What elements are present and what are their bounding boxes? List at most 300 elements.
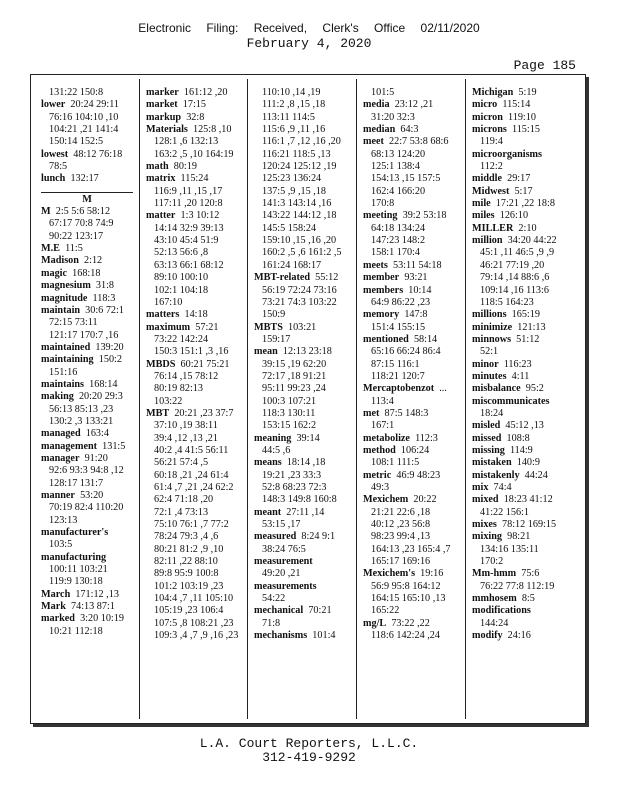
entry-word: miles [472, 210, 495, 222]
entry-refs-continued: 52:1 [480, 346, 499, 358]
entry-word: market [146, 99, 178, 111]
entry-refs: 17:15 [182, 99, 206, 111]
entry-refs-continued: 118:6 142:24 ,24 [371, 630, 440, 642]
index-entry [472, 630, 580, 642]
index-entry [472, 186, 580, 198]
entry-refs: 20:24 29:11 [70, 99, 120, 111]
entry-refs: 46:9 48:23 [396, 469, 441, 481]
index-column-5 [467, 75, 580, 723]
entry-refs: 171:12 ,13 [75, 588, 119, 600]
entry-word: modify [472, 630, 503, 642]
document-date: February 4, 2020 [246, 36, 372, 51]
entry-refs-continued: 161:24 168:17 [262, 259, 322, 271]
index-entry [254, 581, 356, 593]
entry-refs-continued: 165:22 [371, 605, 400, 617]
entry-refs-continued: 163:2 ,5 ,10 164:19 [154, 148, 234, 160]
entry-word: MBTS [254, 321, 283, 333]
index-entry [363, 334, 465, 346]
entry-word: misled [472, 420, 501, 432]
entry-refs-continued: 101:2 103:19 ,23 [154, 580, 224, 592]
entry-refs-continued: 164:13 ,23 165:4 ,7 [371, 543, 451, 555]
entry-refs: 132:17 [70, 173, 99, 185]
index-entry [472, 396, 580, 408]
index-entry [363, 408, 465, 420]
entry-refs-continued: 115:6 ,9 ,11 ,16 [262, 124, 326, 136]
entry-refs-continued: 76:22 77:8 112:19 [480, 580, 555, 592]
entry-refs: 91:20 [84, 452, 108, 464]
index-entry [41, 206, 139, 218]
entry-refs: 34:20 44:22 [507, 235, 557, 247]
entry-refs-continued: 113:11 114:5 [262, 111, 315, 123]
entry-refs: 121:13 [517, 321, 546, 333]
entry-refs-continued: 125:1 138:4 [371, 161, 420, 173]
entry-refs-continued: 170:8 [371, 198, 395, 210]
index-entry [363, 445, 465, 457]
index-entry [41, 552, 139, 564]
entry-refs: 108:8 [506, 432, 530, 444]
entry-refs: 165:19 [511, 309, 540, 321]
entry-refs: 12:13 23:18 [282, 346, 332, 358]
index-entry [146, 309, 247, 321]
entry-word: lunch [41, 173, 66, 185]
entry-refs-continued: 76:14 ,15 78:12 [154, 370, 219, 382]
entry-refs: 126:10 [499, 210, 529, 222]
entry-refs-continued: 150:9 [262, 309, 286, 321]
entry-refs-continued: 56:21 57:4 ,5 [154, 457, 209, 469]
entry-word: met [363, 407, 380, 419]
index-entry [41, 255, 139, 267]
entry-refs-continued: 116:21 118:5 ,13 [262, 148, 331, 160]
entry-refs: 51:12 [516, 333, 540, 345]
index-column-2 [141, 75, 247, 723]
entry-refs: 139:20 [95, 341, 124, 353]
page-number: Page 185 [513, 58, 576, 73]
entry-refs-continued: 123:13 [49, 514, 78, 526]
entry-refs-continued: 10:21 112:18 [49, 625, 103, 637]
index-entry [472, 210, 580, 222]
index-entry [472, 124, 580, 136]
entry-refs: 93:21 [404, 272, 428, 284]
entry-word: markup [146, 111, 182, 123]
index-entry [41, 527, 139, 539]
index-entry [472, 420, 580, 432]
entry-refs-continued: 160:2 ,5 ,6 161:2 ,5 [262, 247, 342, 259]
entry-refs: 106:24 [400, 444, 430, 456]
entry-refs: 118:3 [92, 292, 116, 304]
index-entry [254, 433, 356, 445]
entry-refs: 5:19 [518, 87, 537, 98]
entry-word: measured [254, 531, 297, 543]
filing-stamp [0, 21, 618, 35]
index-entry [146, 124, 247, 136]
entry-word: Mexichem [363, 494, 409, 506]
entry-refs-continued: 40:2 ,4 41:5 56:11 [154, 444, 229, 456]
entry-refs: 140:9 [516, 457, 540, 469]
entry-refs: 163:4 [85, 428, 109, 440]
entry-refs-continued: 79:14 ,14 88:6 ,6 [480, 272, 550, 284]
entry-refs-continued: 37:10 ,19 38:11 [154, 420, 218, 432]
index-entry [472, 223, 580, 235]
entry-refs-continued: 92:6 93:3 94:8 ,12 [49, 465, 124, 477]
entry-refs-continued: 165:17 169:16 [371, 556, 431, 568]
entry-refs-continued: 54:22 [262, 593, 286, 605]
entry-word: minnows [472, 333, 512, 345]
index-entry [363, 494, 465, 506]
index-entry [363, 210, 465, 222]
entry-refs: 95:2 [525, 383, 544, 395]
entry-refs-continued: 164:15 165:10 ,13 [371, 593, 446, 605]
entry-word: missed [472, 432, 502, 444]
entry-refs-continued: 118:5 164:23 [480, 296, 534, 308]
entry-refs: 80:19 [173, 161, 197, 173]
entry-word: millions [472, 309, 507, 321]
entry-refs-continued: 78:5 [49, 161, 68, 173]
court-reporter-name: L.A. Court Reporters, L.L.C. [199, 736, 419, 751]
entry-refs: 18:14 ,18 [286, 457, 326, 469]
index-entry [472, 235, 580, 247]
entry-word: median [363, 124, 396, 136]
entry-refs-continued: 105:19 ,23 106:4 [154, 605, 224, 617]
index-entry [254, 630, 356, 642]
entry-word: mg/L [363, 617, 387, 629]
entry-refs-continued: 39:15 ,19 62:20 [262, 358, 327, 370]
index-column-1 [36, 75, 139, 723]
index-entry [41, 428, 139, 440]
entry-refs: 29:17 [507, 173, 531, 185]
filing-stamp-word: Electronic [138, 21, 191, 35]
index-entry [472, 605, 580, 617]
entry-word: manager [41, 452, 80, 464]
entry-refs: 78:12 169:15 [502, 519, 557, 531]
entry-refs-continued: 67:17 70:8 74:9 [49, 218, 114, 230]
entry-word: minor [472, 358, 499, 370]
entry-refs-continued: 159:10 ,15 ,16 ,20 [262, 235, 337, 247]
entry-refs-continued: 78:24 79:3 ,4 ,6 [154, 531, 219, 543]
entry-word: magnitude [41, 292, 88, 304]
index-entry [146, 210, 247, 222]
entry-word: mechanical [254, 605, 304, 617]
entry-refs-continued: 151:4 155:15 [371, 321, 426, 333]
entry-refs: 23:12 ,21 [394, 99, 434, 111]
entry-refs-continued: 89:8 95:9 100:8 [154, 568, 219, 580]
entry-refs-continued: 39:4 ,12 ,13 ,21 [154, 432, 218, 444]
index-entry [41, 441, 139, 453]
entry-word: March [41, 588, 71, 600]
entry-refs-continued: 110:10 ,14 ,19 [262, 87, 321, 98]
entry-word: meant [254, 506, 282, 518]
entry-word: mistaken [472, 457, 512, 469]
index-entry [146, 87, 247, 99]
index-entry [41, 243, 139, 255]
entry-refs: 168:18 [72, 267, 101, 279]
entry-refs-continued: 137:5 ,9 ,15 ,18 [262, 185, 326, 197]
filing-stamp-word: Office [374, 21, 406, 35]
entry-word: miscommunicates [472, 395, 550, 407]
index-entry [472, 519, 580, 531]
entry-refs: 2:5 5:6 58:12 [55, 206, 111, 218]
entry-refs-continued: 19:21 ,23 33:3 [262, 469, 322, 481]
entry-refs-continued: 52:13 56:6 ,8 [154, 247, 209, 259]
entry-word: metric [363, 469, 392, 481]
entry-refs-continued: 98:23 99:4 ,13 [371, 531, 431, 543]
entry-word: marked [41, 613, 75, 625]
entry-refs-continued: 64:18 134:24 [371, 222, 426, 234]
entry-word: mean [254, 346, 278, 358]
entry-refs-continued: 101:5 [371, 87, 395, 98]
entry-refs-continued: 73:22 142:24 [154, 333, 209, 345]
entry-refs: 27:11 ,14 [286, 506, 325, 518]
entry-word: mix [472, 482, 489, 493]
entry-refs-continued: 56:9 95:8 164:12 [371, 580, 441, 592]
entry-refs-continued: 82:11 ,22 88:10 [154, 556, 218, 568]
entry-word: maintains [41, 378, 85, 390]
index-entry [472, 383, 580, 395]
index-column-3 [249, 75, 356, 723]
entry-word: management [41, 440, 98, 452]
index-entry [146, 99, 247, 111]
entry-word: matrix [146, 173, 176, 185]
entry-refs-continued: 170:2 [480, 556, 504, 568]
entry-refs-continued: 75:10 76:1 ,7 77:2 [154, 519, 229, 531]
entry-refs: 11:5 [65, 243, 83, 255]
index-entry [41, 589, 139, 601]
entry-refs-continued: 44:5 ,6 [262, 444, 291, 456]
entry-refs-continued: 18:24 [480, 407, 504, 419]
entry-refs: 20:22 [413, 494, 437, 506]
entry-refs-continued: 62:4 71:18 ,20 [154, 494, 214, 506]
entry-refs-continued: 46:21 77:19 ,20 [480, 259, 545, 271]
entry-word: making [41, 391, 74, 403]
entry-word: maximum [146, 321, 191, 333]
entry-word: manner [41, 490, 75, 501]
entry-refs-continued: 102:1 104:18 [154, 284, 209, 296]
entry-word: microns [472, 124, 507, 136]
entry-word: Mexichem's [363, 568, 416, 580]
index-entry [472, 482, 580, 494]
entry-word: Madison [41, 255, 79, 267]
entry-word: meet [363, 136, 384, 148]
entry-word: Mm-hmm [472, 568, 517, 580]
entry-word: Midwest [472, 185, 510, 197]
entry-refs-continued: 64:9 86:22 ,23 [371, 296, 431, 308]
entry-word: managed [41, 428, 81, 440]
entry-word: minutes [472, 370, 507, 382]
entry-word: mechanisms [254, 630, 308, 642]
entry-refs-continued: 31:20 32:3 [371, 111, 415, 123]
entry-refs-continued: 49:20 ,21 [262, 568, 301, 580]
entry-refs-continued: 63:13 66:1 68:12 [154, 259, 224, 271]
index-entry [472, 593, 580, 605]
index-entry [41, 601, 139, 613]
index-entry [472, 531, 580, 543]
entry-word: maintained [41, 341, 91, 353]
entry-refs-continued: 144:24 [480, 617, 509, 629]
entry-refs: 150:2 [98, 354, 122, 366]
index-entry [146, 112, 247, 124]
entry-refs-continued: 53:15 ,17 [262, 519, 301, 531]
index-entry [472, 494, 580, 506]
entry-refs: 14:18 [184, 309, 208, 321]
entry-refs: 147:8 [404, 309, 428, 321]
index-entry [41, 453, 139, 465]
entry-refs-continued: 72:17 ,18 91:21 [262, 370, 327, 382]
index-entry [41, 613, 139, 625]
entry-word: missing [472, 444, 505, 456]
entry-word: microorganisms [472, 148, 542, 160]
entry-refs-continued: 125:23 136:24 [262, 173, 322, 185]
entry-refs-continued: 121:17 170:7 ,16 [49, 329, 119, 341]
entry-word: maintaining [41, 354, 94, 366]
entry-refs-continued: 167:10 [154, 296, 183, 308]
entry-refs-continued: 70:19 82:4 110:20 [49, 502, 124, 514]
entry-refs-continued: 130:2 ,3 133:21 [49, 415, 114, 427]
entry-refs: 20:21 ,23 37:7 [174, 407, 234, 419]
index-entry [254, 457, 356, 469]
index-entry [254, 322, 356, 334]
filing-stamp-word: Filing: [206, 21, 239, 35]
column-divider [247, 79, 248, 719]
entry-refs-continued: 162:4 166:20 [371, 185, 426, 197]
index-entry [363, 272, 465, 284]
entry-refs: 74:13 87:1 [71, 601, 115, 613]
entry-refs-continued: 116:1 ,7 ,12 ,16 ,20 [262, 136, 341, 148]
entry-refs: 1:3 10:12 [180, 210, 220, 222]
entry-word: MILLER [472, 222, 514, 234]
index-entry [363, 309, 465, 321]
entry-refs-continued: 104:21 ,21 141:4 [49, 124, 119, 136]
entry-refs-continued: 41:22 156:1 [480, 506, 529, 518]
entry-refs-continued: 159:17 [262, 333, 291, 345]
entry-refs: 20:20 29:3 [78, 391, 123, 403]
entry-word: metabolize [363, 432, 410, 444]
entry-refs: 5:17 [514, 185, 533, 197]
index-entry [254, 531, 356, 543]
index-entry [472, 173, 580, 185]
entry-word: memory [363, 309, 400, 321]
entry-word: mixes [472, 519, 497, 531]
entry-refs-continued: 128:17 131:7 [49, 477, 104, 489]
entry-refs-continued: 45:1 ,11 46:5 ,9 ,9 [480, 247, 555, 259]
filing-stamp-word: Received, [253, 21, 308, 35]
entry-word: measurement [254, 556, 313, 568]
entry-word: Michigan [472, 87, 514, 98]
index-entry [472, 198, 580, 210]
entry-refs: 116:23 [503, 358, 532, 370]
entry-word: M [41, 206, 51, 218]
entry-word: mistakenly [472, 469, 520, 481]
entry-refs: 112:3 [415, 432, 438, 444]
index-entry [472, 149, 580, 161]
index-entry [363, 383, 465, 395]
entry-refs-continued: 65:16 66:24 86:4 [371, 346, 441, 358]
entry-word: Mark [41, 601, 66, 613]
entry-refs-continued: 89:10 100:10 [154, 272, 209, 284]
entry-word: meaning [254, 432, 292, 444]
entry-refs: 73:22 ,22 [391, 617, 430, 629]
entry-refs-continued: 151:16 [49, 366, 78, 378]
entry-refs: 57:21 [195, 321, 219, 333]
entry-word: Materials [146, 124, 188, 136]
entry-word: media [363, 99, 390, 111]
entry-refs-continued: 145:5 158:24 [262, 222, 317, 234]
entry-refs: 115:24 [180, 173, 209, 185]
index-entry [41, 149, 139, 161]
index-entry [146, 173, 247, 185]
index-entry [363, 260, 465, 272]
entry-refs-continued: 131:22 150:8 [49, 87, 104, 98]
entry-refs-continued: 21:21 22:6 ,18 [371, 506, 431, 518]
entry-refs-continued: 150:3 151:1 ,3 ,16 [154, 346, 229, 358]
entry-refs-continued: 117:11 ,20 120:8 [154, 198, 223, 210]
entry-refs: 39:2 53:18 [402, 210, 447, 222]
entry-refs-continued: 61:4 ,7 ,21 ,24 62:2 [154, 482, 234, 493]
entry-refs: 8:24 9:1 [301, 531, 336, 543]
entry-refs-continued: 103:22 [154, 395, 183, 407]
index-entry [41, 268, 139, 280]
entry-refs-continued: 72:1 ,4 73:13 [154, 506, 209, 518]
entry-refs: 30:6 72:1 [85, 304, 124, 316]
index-entry [254, 507, 356, 519]
entry-word: measurements [254, 580, 317, 592]
entry-refs: 131:5 [102, 440, 126, 452]
column-divider [139, 79, 140, 719]
entry-refs: 2:12 [84, 255, 103, 267]
entry-refs: 55:12 [315, 272, 339, 284]
entry-word: marker [146, 87, 179, 98]
entry-refs-continued: 52:8 68:23 72:3 [262, 482, 327, 493]
entry-word: misbalance [472, 383, 521, 395]
entry-refs-continued: 148:3 149:8 160:8 [262, 494, 337, 506]
entry-refs-continued: 40:12 ,23 56:8 [371, 519, 431, 531]
entry-refs-continued: 120:24 125:12 ,19 [262, 161, 337, 173]
index-entry [472, 309, 580, 321]
entry-word: member [363, 272, 400, 284]
index-entry [41, 99, 139, 111]
entry-word: mixed [472, 494, 499, 506]
index-entry [363, 136, 465, 148]
entry-refs: 161:12 ,20 [183, 87, 228, 98]
entry-refs-continued: 116:9 ,11 ,15 ,17 [154, 185, 223, 197]
entry-refs: 58:14 [413, 333, 438, 345]
entry-refs-continued: 49:3 [371, 482, 390, 493]
entry-refs: 53:20 [80, 490, 104, 501]
entry-refs: 53:11 54:18 [392, 259, 442, 271]
entry-refs-continued: 100:3 107:21 [262, 395, 317, 407]
entry-refs-continued: 90:22 123:17 [49, 230, 104, 242]
index-frame [30, 74, 586, 724]
entry-word: lower [41, 99, 66, 111]
entry-refs: 64:3 [400, 124, 419, 136]
entry-refs-continued: 100:11 103:21 [49, 564, 108, 576]
entry-refs-continued: 14:14 32:9 39:13 [154, 222, 224, 234]
index-entry [363, 99, 465, 111]
entry-word: manufacturer's [41, 527, 109, 539]
index-entry [472, 359, 580, 371]
entry-refs-continued: 147:23 148:2 [371, 235, 426, 247]
entry-refs-continued: 72:15 73:11 [49, 317, 98, 329]
entry-refs: 2:10 [518, 222, 537, 234]
entry-refs: 60:21 75:21 [180, 358, 230, 370]
index-entry [41, 305, 139, 317]
entry-refs-continued: 107:5 ,8 108:21 ,23 [154, 617, 234, 629]
entry-word: manufacturing [41, 551, 107, 563]
entry-refs: 75:6 [521, 568, 540, 580]
entry-refs: 70:21 [308, 605, 332, 617]
entry-refs: 18:23 41:12 [503, 494, 553, 506]
entry-word: MBDS [146, 358, 176, 370]
entry-refs: 115:15 [512, 124, 540, 136]
index-entry [472, 371, 580, 383]
